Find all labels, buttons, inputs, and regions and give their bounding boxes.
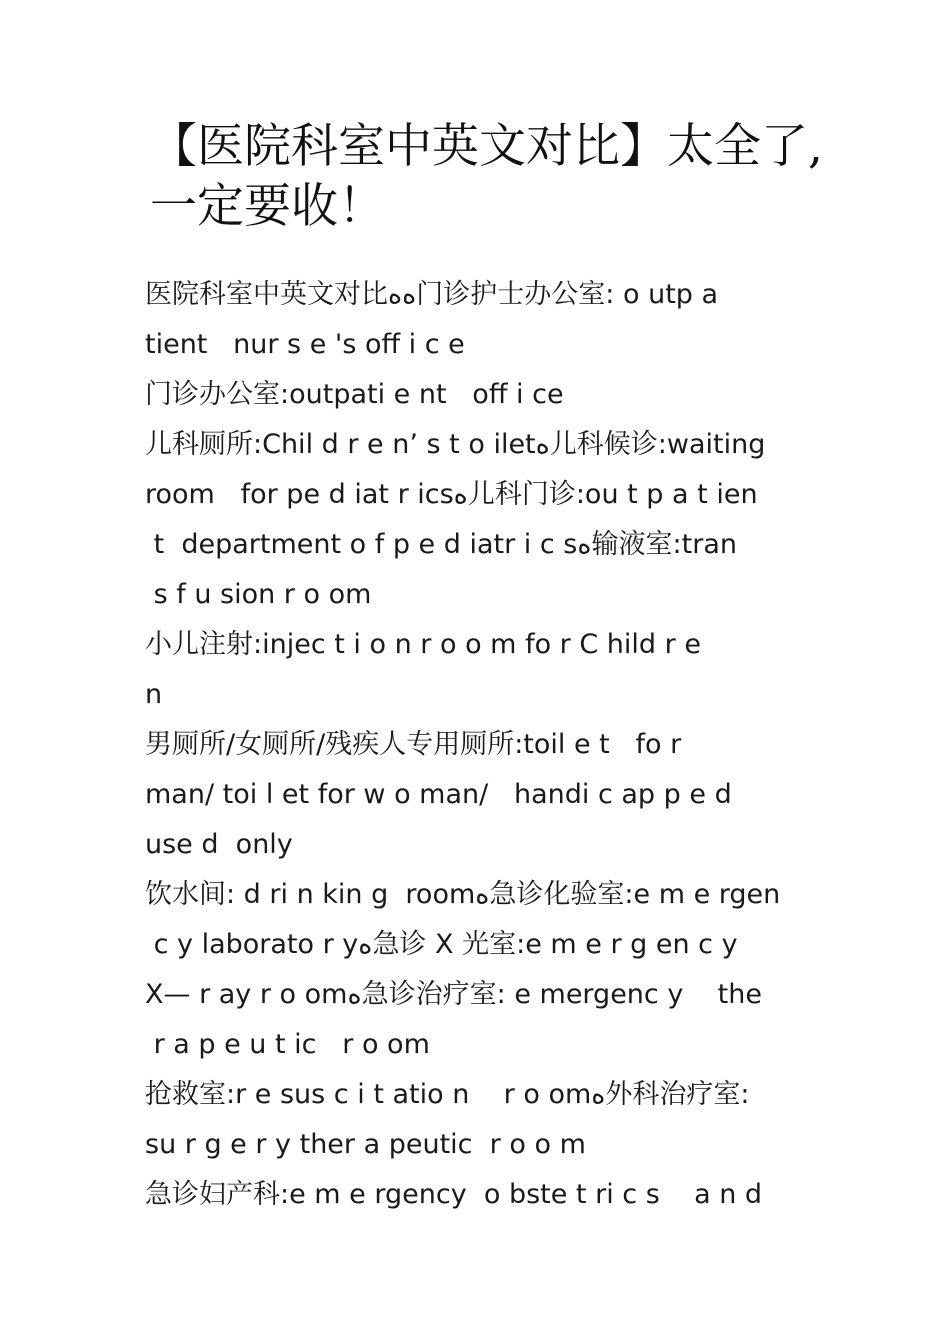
text-line: n <box>145 679 163 710</box>
text-line: 饮水间: d ri n kin g roomﻩ急诊化验室:e m e rgen <box>145 879 781 910</box>
text-line: 抢救室:r e sus c i t atio n r o omﻩ外科治疗室: <box>145 1079 750 1110</box>
text-line: use d only <box>145 829 293 860</box>
text-line: man/ toi l et for w o man/ handi c ap p e d <box>145 779 732 810</box>
text-line: s f u sion r o om <box>145 579 372 610</box>
text-line: tient nur s e 's off i c e <box>145 329 465 360</box>
text-line: 门诊办公室:outpati e nt off i ce <box>145 379 564 410</box>
text-line: 儿科厕所:Chil d r e n’ s t o iletﻩ儿科候诊:waiting <box>145 429 766 460</box>
text-line: c y laborato r yﻩ急诊 X 光室:e m e r g en c y <box>145 929 738 960</box>
text-line: 医院科室中英文对比ﻩﻩ门诊护士办公室: o utp a <box>145 279 719 310</box>
text-line: X— r ay r o omﻩ急诊治疗室: e mergenc y the <box>145 979 762 1010</box>
document-body <box>145 270 835 1220</box>
text-line: 急诊妇产科:e m e rgency o bste t ri c s a n d <box>145 1179 763 1210</box>
text-line: 男厕所/女厕所/残疾人专用厕所:toil e t fo r <box>145 729 682 760</box>
text-line: room for pe d iat r icsﻩ儿科门诊:ou t p a t ien <box>145 479 758 510</box>
document-title: 【医院科室中英文对比】太全了,一定要收！ <box>150 119 823 234</box>
text-line: 小儿注射:injec t i o n r o o m fo r C hild r e <box>145 629 701 660</box>
text-line: su r g e r y ther a peutic r o o m <box>145 1129 586 1160</box>
text-line: t department o f p e d iatr i c sﻩ输液室:tran <box>145 529 737 560</box>
text-line: r a p e u t ic r o om <box>145 1029 430 1060</box>
